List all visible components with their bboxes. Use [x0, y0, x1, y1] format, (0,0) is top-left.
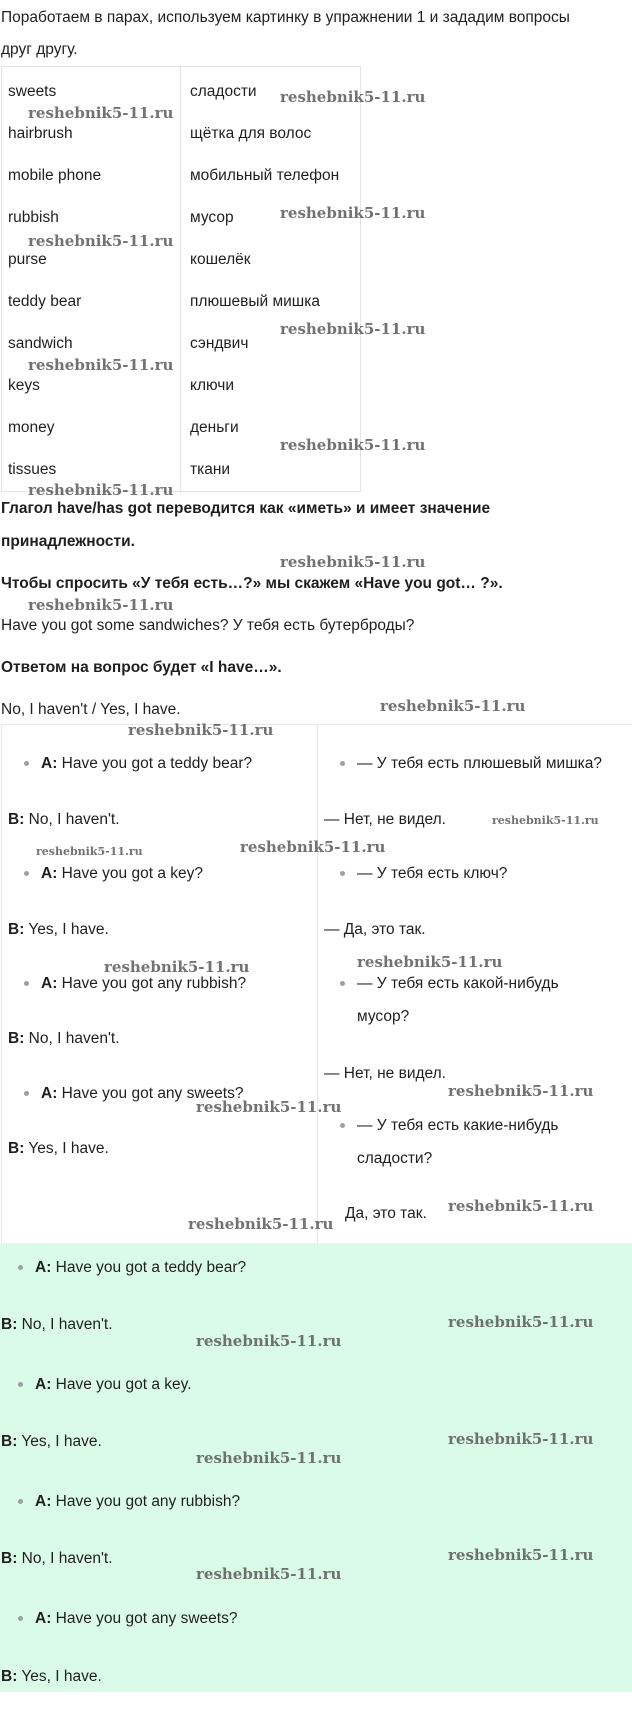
vocab-table [1, 66, 361, 492]
vocab-en: sandwich [8, 335, 73, 352]
watermark: reshebnik5-11.ru [492, 814, 599, 827]
dialogue-question: A: Have you got any sweets? [24, 1085, 243, 1103]
watermark: reshebnik5-11.ru [28, 356, 174, 374]
dialogue-translation: — У тебя есть ключ? [340, 865, 507, 883]
grammar-answer-rule: Ответом на вопрос будет «I have…». [1, 659, 282, 676]
watermark: reshebnik5-11.ru [448, 1197, 594, 1215]
vocab-en: mobile phone [8, 167, 102, 184]
watermark: reshebnik5-11.ru [280, 553, 426, 571]
watermark: reshebnik5-11.ru [104, 958, 250, 976]
answer-block [0, 1243, 632, 1692]
vocab-ru: мусор [190, 209, 234, 226]
watermark: reshebnik5-11.ru [448, 1313, 594, 1331]
watermark: reshebnik5-11.ru [188, 1215, 334, 1233]
answer-question: A: Have you got a key. [18, 1376, 192, 1394]
vocab-ru: деньги [190, 419, 239, 436]
watermark: reshebnik5-11.ru [240, 838, 386, 856]
vocab-ru: кошелёк [190, 251, 251, 268]
vocab-ru: сэндвич [190, 335, 249, 352]
vocab-ru: ключи [190, 377, 235, 394]
vocab-ru: плюшевый мишка [190, 293, 320, 310]
watermark: reshebnik5-11.ru [28, 232, 174, 250]
watermark: reshebnik5-11.ru [196, 1098, 342, 1116]
grammar-answers: No, I haven't / Yes, I have. [1, 701, 181, 718]
grammar-rule-line-1: Глагол have/has got переводится как «иметь» и имеет значение [1, 500, 491, 517]
dialogue-translation: — У тебя есть плюшевый мишка? [340, 755, 602, 773]
vocab-ru: сладости [190, 83, 257, 100]
bullet-icon [24, 871, 29, 876]
grammar-rule-line-2: принадлежности. [1, 533, 135, 550]
watermark: reshebnik5-11.ru [448, 1082, 594, 1100]
answer-reply: B: Yes, I have. [1, 1668, 102, 1685]
answer-question: A: Have you got any sweets? [18, 1610, 237, 1628]
watermark: reshebnik5-11.ru [128, 721, 274, 739]
answer-reply: B: Yes, I have. [1, 1433, 102, 1450]
bullet-icon [340, 871, 345, 876]
bullet-icon [24, 981, 29, 986]
dialogue-translation: — Да, это так. [324, 921, 426, 938]
bullet-icon [340, 1123, 345, 1128]
watermark: reshebnik5-11.ru [448, 1430, 594, 1448]
bullet-icon [18, 1499, 23, 1504]
bullet-icon [340, 761, 345, 766]
dialogue-table [1, 724, 632, 1244]
answer-reply: B: No, I haven't. [1, 1316, 113, 1333]
dialogue-translation: — У тебя есть какой-нибудь [340, 975, 559, 993]
dialogue-translation: мусор? [357, 1008, 410, 1025]
dialogue-translation: — У тебя есть какие-нибудь [340, 1117, 559, 1135]
vocab-divider [180, 67, 181, 491]
watermark: reshebnik5-11.ru [196, 1332, 342, 1350]
dialogue-translation: Да, это так. [345, 1205, 427, 1222]
dialogue-answer: B: Yes, I have. [8, 1140, 109, 1157]
answer-question: A: Have you got a teddy bear? [18, 1259, 246, 1277]
vocab-ru: щётка для волос [190, 125, 312, 142]
vocab-en: sweets [8, 83, 57, 100]
grammar-example: Have you got some sandwiches? У тебя есть бутерброды? [1, 617, 415, 634]
watermark: reshebnik5-11.ru [196, 1449, 342, 1467]
intro-line-2: друг другу. [1, 41, 78, 58]
watermark: reshebnik5-11.ru [36, 845, 143, 858]
vocab-en: money [8, 419, 55, 436]
vocab-en: teddy bear [8, 293, 82, 310]
watermark: reshebnik5-11.ru [280, 320, 426, 338]
dialogue-translation: — Нет, не видел. [324, 811, 446, 828]
dialogue-question: A: Have you got a key? [24, 865, 203, 883]
watermark: reshebnik5-11.ru [28, 596, 174, 614]
grammar-question-rule: Чтобы спросить «У тебя есть…?» мы скажем «Have you got… ?». [1, 575, 503, 592]
dialogue-answer: B: No, I haven't. [8, 1030, 120, 1047]
watermark: reshebnik5-11.ru [196, 1565, 342, 1583]
watermark: reshebnik5-11.ru [280, 88, 426, 106]
bullet-icon [24, 761, 29, 766]
bullet-icon [340, 981, 345, 986]
watermark: reshebnik5-11.ru [357, 953, 503, 971]
watermark: reshebnik5-11.ru [280, 436, 426, 454]
vocab-ru: ткани [190, 461, 231, 478]
vocab-en: rubbish [8, 209, 59, 226]
dialogue-translation: — Нет, не видел. [324, 1065, 446, 1082]
dialogue-question: A: Have you got a teddy bear? [24, 755, 252, 773]
intro-line-1: Поработаем в парах, используем картинку в упражнении 1 и зададим вопросы [1, 9, 570, 26]
dialogue-question: A: Have you got any rubbish? [24, 975, 246, 993]
vocab-en: keys [8, 377, 40, 394]
watermark: reshebnik5-11.ru [28, 104, 174, 122]
watermark: reshebnik5-11.ru [448, 1546, 594, 1564]
bullet-icon [18, 1382, 23, 1387]
bullet-icon [18, 1265, 23, 1270]
watermark: reshebnik5-11.ru [380, 697, 526, 715]
watermark: reshebnik5-11.ru [28, 481, 174, 499]
vocab-en: hairbrush [8, 125, 73, 142]
dialogue-divider [317, 725, 318, 1243]
bullet-icon [18, 1616, 23, 1621]
vocab-en: tissues [8, 461, 57, 478]
bullet-icon [24, 1091, 29, 1096]
dialogue-answer: B: Yes, I have. [8, 921, 109, 938]
dialogue-answer: B: No, I haven't. [8, 811, 120, 828]
vocab-ru: мобильный телефон [190, 167, 340, 184]
watermark: reshebnik5-11.ru [280, 204, 426, 222]
answer-question: A: Have you got any rubbish? [18, 1493, 240, 1511]
dialogue-translation: сладости? [357, 1150, 433, 1167]
answer-reply: B: No, I haven't. [1, 1550, 113, 1567]
vocab-en: purse [8, 251, 47, 268]
